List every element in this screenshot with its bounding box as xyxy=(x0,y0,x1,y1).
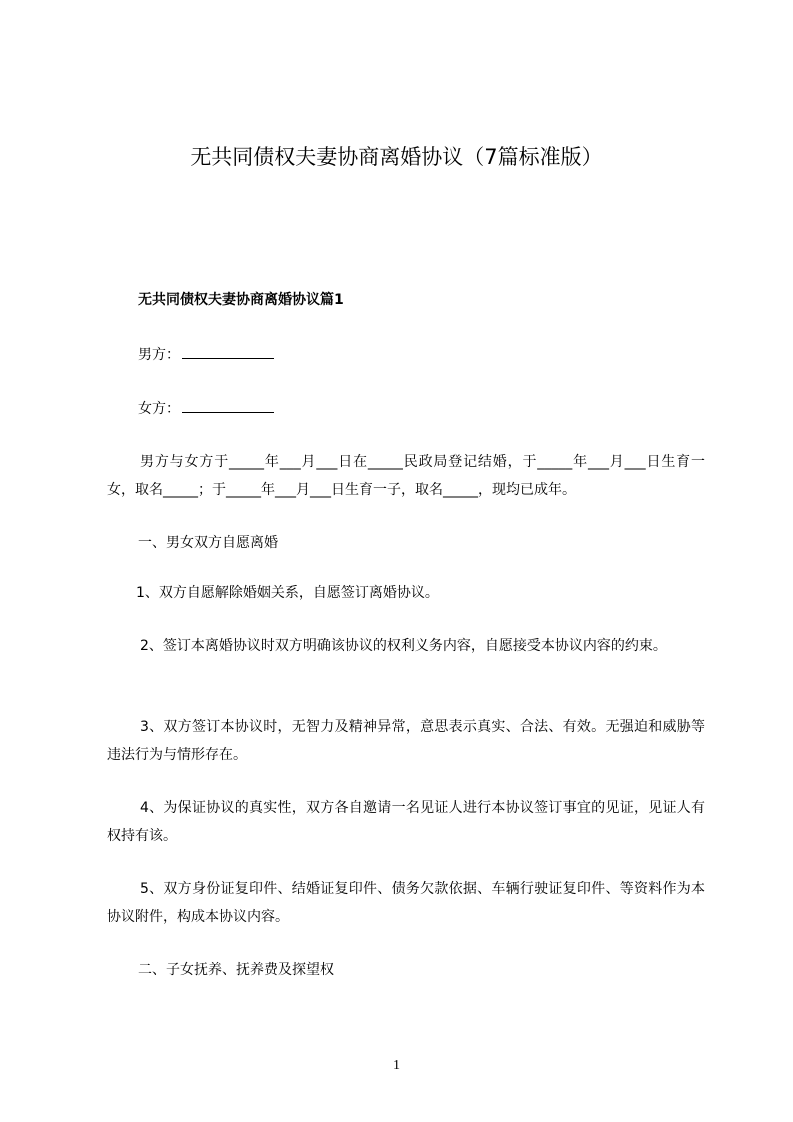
section-title: 无共同债权夫妻协商离婚协议篇1 xyxy=(138,292,344,308)
document-title: 无共同债权夫妻协商离婚协议（7篇标准版） xyxy=(190,145,603,169)
heading-child-custody: 二、子女抚养、抚养费及探望权 xyxy=(138,962,334,978)
female-party-line xyxy=(138,399,274,419)
clause-3: 3、双方签订本协议时，无智力及精神异常，意思表示真实、合法、有效。无强迫和威胁等违法行为与情形存在。 xyxy=(107,719,705,763)
male-label: 男方： xyxy=(138,347,180,363)
intro-paragraph: 男方与女方于_____年___月___日在_____民政局登记结婚，于_____年___月___日生育一女，取名_____；于_____年___月___日生育一子，取名_____，现均已成年。 xyxy=(107,454,705,498)
clause-5: 5、双方身份证复印件、结婚证复印件、债务欠款依据、车辆行驶证复印件、等资料作为本协议附件，构成本协议内容。 xyxy=(107,881,705,925)
page-number: 1 xyxy=(393,1058,400,1073)
female-name-blank xyxy=(182,399,274,413)
male-party-line xyxy=(138,345,274,365)
clause-4: 4、为保证协议的真实性，双方各自邀请一名见证人进行本协议签订事宜的见证，见证人有权持有该。 xyxy=(107,800,705,844)
male-name-blank xyxy=(182,345,274,359)
clause-1: 1、双方自愿解除婚姻关系，自愿签订离婚协议。 xyxy=(136,585,439,601)
clause-2: 2、签订本离婚协议时双方明确该协议的权利义务内容，自愿接受本协议内容的约束。 xyxy=(140,638,667,654)
heading-voluntary-divorce: 一、男女双方自愿离婚 xyxy=(138,535,278,551)
female-label: 女方： xyxy=(138,401,180,417)
